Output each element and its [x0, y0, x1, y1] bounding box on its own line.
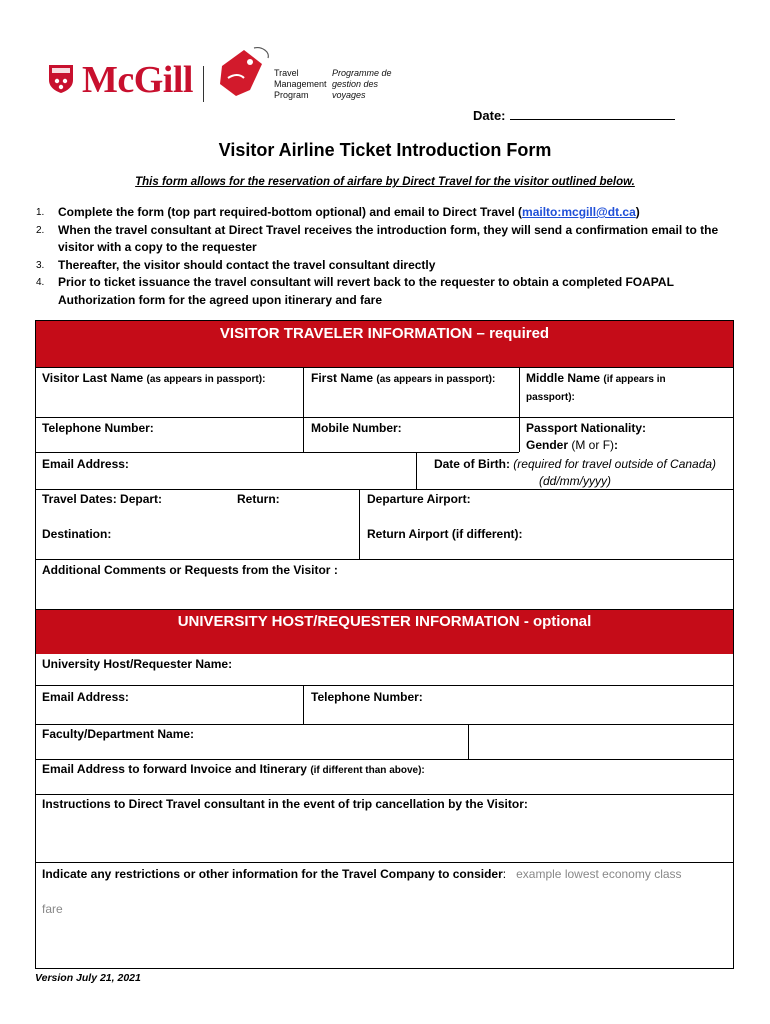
instruction-list: [36, 204, 736, 309]
visitor-email-field[interactable]: Email Address:: [42, 457, 129, 471]
restrictions-field[interactable]: [42, 866, 722, 883]
return-date-field[interactable]: Return:: [237, 492, 280, 506]
instruction-text: Prior to ticket issuance the travel consultant will revert back to the requester to obtain a completed FOAPAL Authorization form for the agreed upon itinerary and fare: [58, 275, 674, 307]
tmp-english-label: [274, 68, 327, 101]
field-label: :: [502, 867, 507, 881]
version-note: Version July 21, 2021: [35, 972, 141, 984]
instruction-text: When the travel consultant at Direct Travel receives the introduction form, they will send a confirmation email to the visitor with a copy to the requester: [58, 222, 719, 254]
date-input-line[interactable]: [510, 107, 675, 120]
mobile-field[interactable]: Mobile Number:: [311, 421, 402, 435]
visitor-section-heading: VISITOR TRAVELER INFORMATION – required: [36, 321, 733, 367]
page-title: Visitor Airline Ticket Introduction Form: [218, 140, 552, 160]
date-of-birth-field[interactable]: [422, 456, 728, 490]
field-label: Gender: [526, 438, 569, 452]
depart-date-field[interactable]: Travel Dates: Depart:: [42, 492, 163, 506]
row-divider: [36, 452, 519, 453]
tmp-french-label: [332, 68, 392, 101]
row-divider: [36, 417, 733, 418]
col-divider: [519, 417, 520, 452]
email-link[interactable]: mailto:mcgill@dt.ca: [522, 205, 636, 219]
field-note: passport):: [526, 392, 575, 403]
field-label: First Name: [311, 371, 374, 385]
tmp-en-line: Travel: [274, 68, 299, 78]
field-note: (if appears in: [603, 374, 666, 385]
host-telephone-field[interactable]: Telephone Number:: [311, 690, 423, 704]
field-label: Date of Birth:: [433, 457, 510, 471]
instruction-item: [36, 222, 736, 257]
instruction-item: [36, 274, 736, 309]
row-divider: [36, 489, 733, 490]
tmp-fr-line: gestion des: [332, 79, 379, 89]
instruction-text: Thereafter, the visitor should contact the travel consultant directly: [58, 257, 436, 272]
departure-airport-field[interactable]: Departure Airport:: [367, 492, 471, 506]
travel-tag-icon: [214, 44, 276, 100]
field-label: Middle Name: [526, 371, 601, 385]
col-divider: [416, 452, 417, 489]
instruction-number: 3.: [36, 259, 45, 271]
cancellation-instructions-field[interactable]: Instructions to Direct Travel consultant in the event of trip cancellation by the Visitor:: [42, 797, 528, 811]
date-label: Date:: [473, 108, 506, 123]
page-subtitle: This form allows for the reservation of airfare by Direct Travel for the visitor outlined below.: [135, 176, 635, 188]
row-divider: [36, 724, 733, 725]
tmp-en-line: Management: [274, 79, 327, 89]
field-note: (M or F): [571, 438, 615, 452]
travel-form: [35, 320, 734, 969]
field-note: (as appears in passport):: [376, 374, 496, 385]
visitor-last-name-field[interactable]: [42, 370, 302, 388]
mcgill-crest-icon: [48, 64, 74, 94]
instruction-number: 2.: [36, 224, 45, 236]
tmp-fr-line: Programme de: [332, 68, 392, 78]
row-divider: [36, 794, 733, 795]
field-label: Email Address to forward Invoice and Itinerary: [42, 762, 307, 776]
restrictions-example-cont: fare: [42, 902, 63, 916]
restrictions-example: example lowest economy class: [516, 867, 682, 881]
host-name-field[interactable]: University Host/Requester Name:: [42, 657, 233, 671]
return-airport-field[interactable]: Return Airport (if different):: [367, 527, 523, 541]
gender-label: [526, 437, 726, 454]
col-divider: [303, 417, 304, 452]
row-divider: [36, 559, 733, 560]
row-divider: [36, 367, 733, 368]
date-format-note: (dd/mm/yyyy): [539, 474, 611, 488]
col-divider: [303, 685, 304, 724]
instruction-text: ): [635, 205, 640, 219]
visitor-comments-field[interactable]: Additional Comments or Requests from the Visitor :: [42, 563, 338, 577]
row-divider: [36, 685, 733, 686]
host-section-heading: UNIVERSITY HOST/REQUESTER INFORMATION - optional: [36, 609, 733, 654]
col-divider: [303, 367, 304, 417]
field-label: :: [614, 438, 619, 452]
col-divider: [359, 489, 360, 559]
logo-divider: [203, 66, 204, 102]
instruction-item: [36, 257, 736, 275]
mcgill-wordmark: McGill: [82, 59, 193, 101]
nationality-gender-field[interactable]: [526, 420, 726, 454]
field-label: Indicate any restrictions or other information for the Travel Company to consider: [42, 867, 503, 881]
field-note: (if different than above):: [310, 765, 425, 776]
forward-email-field[interactable]: [42, 761, 425, 779]
date-field[interactable]: [473, 107, 675, 123]
telephone-field[interactable]: Telephone Number:: [42, 421, 154, 435]
host-email-field[interactable]: Email Address:: [42, 690, 129, 704]
instruction-item: [36, 204, 736, 222]
destination-field[interactable]: Destination:: [42, 527, 112, 541]
field-note: (as appears in passport):: [146, 374, 266, 385]
col-divider: [468, 724, 469, 759]
row-divider: [36, 862, 733, 863]
tmp-fr-line: voyages: [332, 90, 366, 100]
field-note: (required for travel outside of Canada): [513, 457, 717, 471]
instruction-number: 1.: [36, 207, 45, 218]
col-divider: [519, 367, 520, 417]
middle-name-field[interactable]: [526, 370, 726, 406]
passport-nationality-label: Passport Nationality:: [526, 421, 647, 435]
tmp-en-line: Program: [274, 90, 309, 100]
instruction-text: Complete the form (top part required-bottom optional) and email to Direct Travel (: [58, 205, 523, 219]
faculty-field[interactable]: Faculty/Department Name:: [42, 727, 195, 741]
field-label: Visitor Last Name: [42, 371, 144, 385]
row-divider: [36, 759, 733, 760]
instruction-number: 4.: [36, 277, 45, 288]
first-name-field[interactable]: [311, 370, 521, 388]
